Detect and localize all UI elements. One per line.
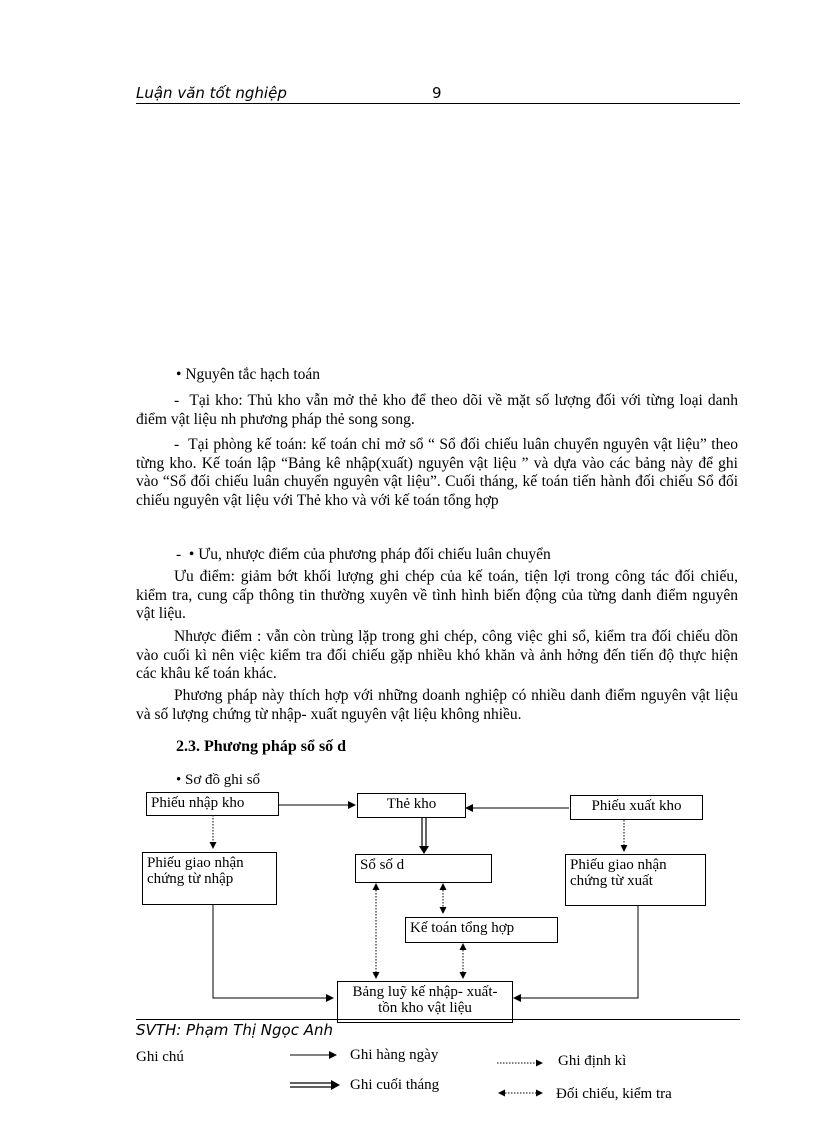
box-so-so-du: Sổ số d [355, 854, 492, 883]
pros-cons-heading: Ưu, nhược điểm của phương pháp đối chiếu luân chuyển [198, 546, 551, 563]
box-phieu-nhap-kho: Phiếu nhập kho [146, 792, 279, 816]
section-heading-2-3: 2.3. Phương pháp sổ số d [176, 738, 347, 755]
paragraph-suitability-text: Phương pháp này thích hợp với những doanh nghiệp có nhiều danh điểm nguyên vật liệu và số lượng chứng từ nhập- xuất nguyên vật liệu không nhiều. [136, 687, 738, 723]
box-ke-toan-tong-hop: Kế toán tổng hợp [405, 917, 558, 943]
bullet-dot: • [176, 366, 182, 383]
box-phieu-giao-nhan-nhap: Phiếu giao nhận chứng từ nhập [142, 852, 277, 905]
diagram-label: Sơ đồ ghi sổ [185, 772, 261, 788]
legend-daily: Ghi hàng ngày [350, 1047, 439, 1063]
bullet-dot: • [188, 546, 195, 563]
paragraph-pros-text: Ưu điểm: giảm bớt khối lượng ghi chép của kế toán, tiện lợi trong công tác đối chiếu, kiểm tra, cung cấp thông tin thường xuyên về tình hình biến động của từng danh điểm nguyên vật liệu. [136, 568, 738, 622]
header-title: Luận văn tốt nghiệp [136, 84, 287, 102]
paragraph-cons-text: Nhược điểm : vẫn còn trùng lặp trong ghi chép, công việc ghi sổ, kiểm tra đối chiếu dồn vào cuối kì nên việc kiểm tra đối chiếu gặp nhiều khó khăn và ảnh hởng đến tiến độ thực hiện các khâu kế toán khác. [136, 628, 738, 682]
legend-label: Ghi chú [136, 1049, 184, 1065]
principle-heading: Nguyên tắc hạch toán [185, 366, 321, 383]
page-number: 9 [432, 84, 442, 102]
paragraph-kho-text: Tại kho: Thủ kho vẫn mở thẻ kho để theo dõi về mặt số lượng đối với từng loại danh điểm vật liệu nh phương pháp thẻ song song. [136, 392, 738, 428]
paragraph-phong-ke-toan-text: Tại phòng kế toán: kế toán chỉ mở sổ “ Sổ đối chiếu luân chuyển nguyên vật liệu” theo từng kho. Kế toán lập “Bảng kê nhập(xuất) nguyên vật liệu ” và dựa vào các bảng này để ghi vào “Sổ đối chiếu luân chuyển nguyên vật liệu”. Cuối tháng, kế toán tiến hành đối chiếu Sổ đối chiếu nguyên vật liệu với Thẻ kho và với kế toán tổng hợp [136, 436, 738, 509]
bullet-dot: • [176, 772, 182, 788]
dash-marker: - [176, 546, 189, 563]
legend-check: Đối chiếu, kiểm tra [556, 1086, 672, 1102]
legend-periodic: Ghi định kì [558, 1053, 627, 1069]
box-phieu-xuat-kho: Phiếu xuất kho [570, 795, 703, 820]
footer-student: SVTH: Phạm Thị Ngọc Anh [136, 1021, 333, 1039]
legend-monthly: Ghi cuối tháng [350, 1077, 440, 1093]
box-phieu-giao-nhan-xuat: Phiếu giao nhận chứng từ xuất [565, 854, 706, 906]
box-the-kho: Thẻ kho [357, 793, 466, 818]
dash-marker: - [174, 436, 189, 453]
box-bang-luy-ke: Bảng luỹ kế nhập- xuất- tồn kho vật liệu [337, 981, 513, 1023]
dash-marker: - [174, 392, 190, 409]
